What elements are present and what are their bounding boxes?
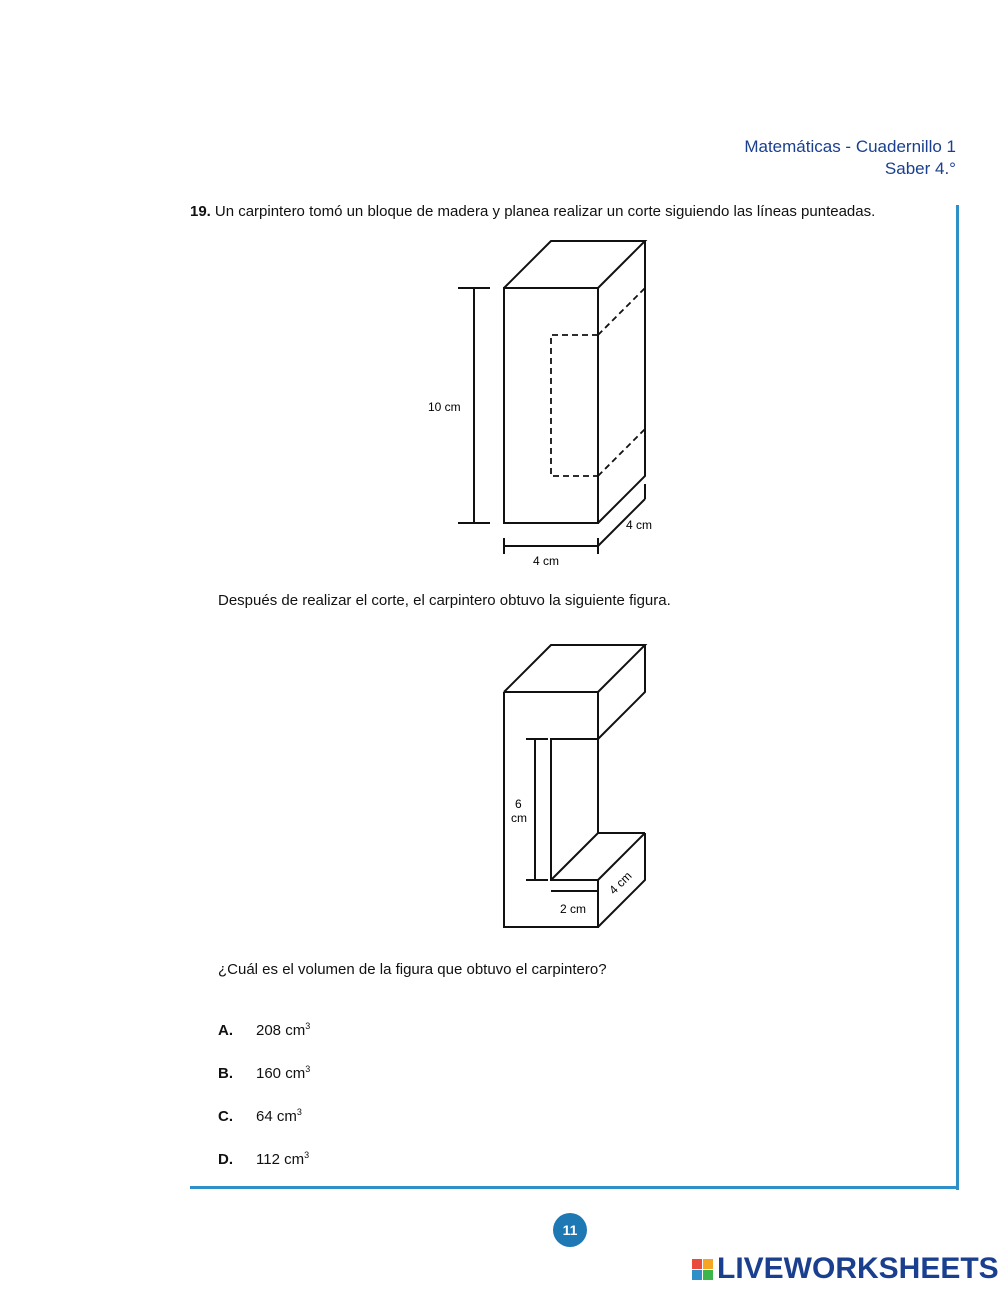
arm-depth-label: 4 cm xyxy=(606,868,635,898)
header-grade: Saber 4.° xyxy=(884,159,956,178)
height-label: 10 cm xyxy=(428,400,461,414)
question-ask: ¿Cuál es el volumen de la figura que obtuvo el carpintero? xyxy=(218,961,607,978)
option-d[interactable] xyxy=(218,1150,309,1168)
option-a[interactable] xyxy=(218,1021,310,1039)
question-intro-text: Un carpintero tomó un bloque de madera y planea realizar un corte siguiendo las líneas punteadas. xyxy=(214,203,876,220)
upper-arm-side xyxy=(598,645,645,739)
option-a-value: 208 cm xyxy=(256,1022,306,1039)
option-d-letter: D. xyxy=(218,1151,233,1168)
option-b-exp: 3 xyxy=(305,1064,311,1074)
shape-top-face xyxy=(504,645,645,692)
page-number-badge: 11 xyxy=(553,1213,587,1247)
gap-label-num: 6 xyxy=(515,797,522,811)
option-b-value: 160 cm xyxy=(256,1065,306,1082)
width-label: 4 cm xyxy=(533,554,560,568)
option-c-exp: 3 xyxy=(296,1107,302,1117)
option-c-letter: C. xyxy=(218,1108,233,1125)
option-b-letter: B. xyxy=(218,1065,233,1082)
liveworksheets-logo-icon xyxy=(692,1259,713,1280)
option-d-exp: 3 xyxy=(304,1150,310,1160)
option-d-value: 112 cm xyxy=(256,1151,305,1168)
header-subject: Matemáticas - Cuadernillo 1 xyxy=(744,137,956,156)
option-c[interactable] xyxy=(218,1107,302,1125)
arm-width-label: 2 cm xyxy=(560,902,587,916)
option-a-exp: 3 xyxy=(305,1021,311,1031)
liveworksheets-brand xyxy=(692,1252,999,1286)
after-cut-text: Después de realizar el corte, el carpintero obtuvo la siguiente figura. xyxy=(218,592,671,609)
lower-arm-top xyxy=(551,833,645,880)
question-number: 19. xyxy=(190,203,211,220)
option-a-letter: A. xyxy=(218,1022,233,1039)
brand-text: LIVEWORKSHEETS xyxy=(717,1252,999,1285)
depth-label: 4 cm xyxy=(626,518,653,532)
option-b[interactable] xyxy=(218,1064,310,1082)
gap-label-unit: cm xyxy=(511,811,527,825)
option-c-value: 64 cm xyxy=(256,1108,297,1125)
